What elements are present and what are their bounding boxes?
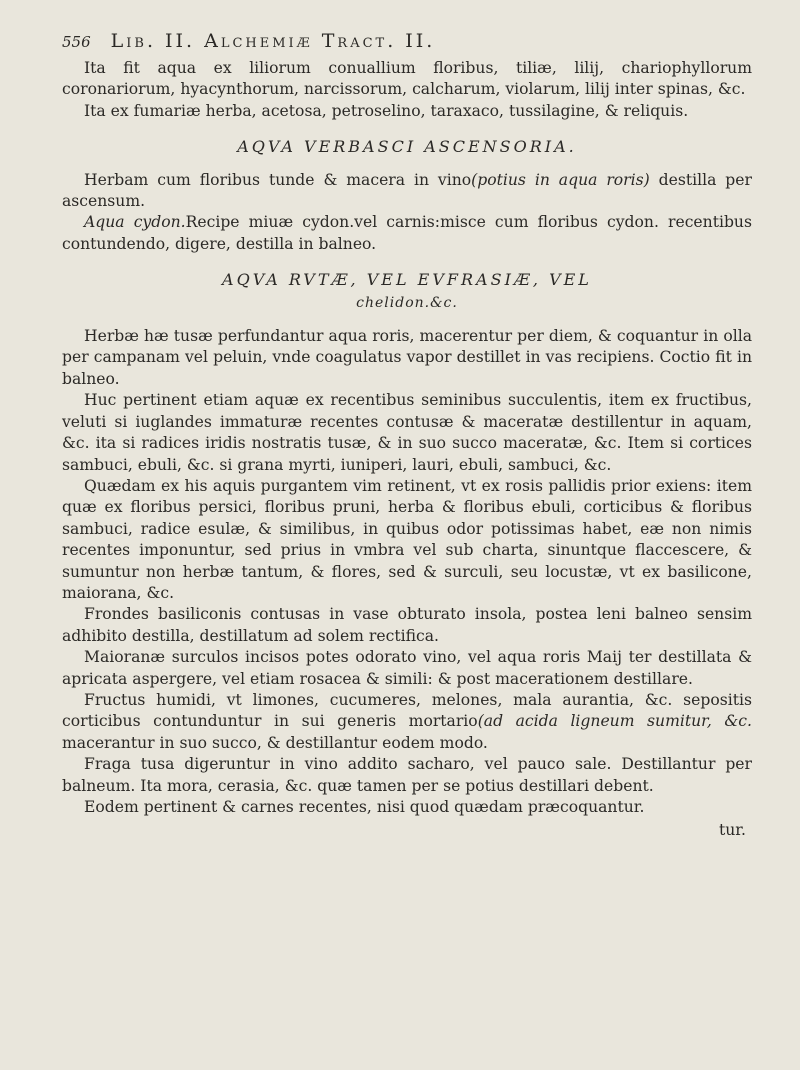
paragraph: Quædam ex his aquis purgantem vim retinent, vt ex rosis pallidis prior exiens: item quæ ex floribus persici, floribus pruni, herba & floribus ebuli, corticibus & floribus sambuci, radice esulæ, & similibus, in quibus odor potissimas habet, eæ non nimis recentes imponuntur, sed prius in vmbra vel sub charta, sinuntque flaccescere, & sumuntur non herbæ tantum, & flores, sed & surculi, seu locustæ, vt ex basilicone, maiorana, &c. (62, 476, 752, 602)
p3-end: destilla per ascensum. (62, 170, 752, 211)
page-number: 556 (62, 33, 91, 51)
paragraph (62, 170, 752, 213)
section-heading (62, 269, 752, 314)
p10-italic: (ad acida ligneum sumitur, &c. (477, 712, 752, 731)
paragraph: Eodem pertinent & carnes recentes, nisi quod quædam præcoquantur. (84, 798, 645, 816)
p3-text: Herbam cum floribus tunde & macera in vino (84, 170, 472, 189)
main-text (62, 58, 752, 842)
paragraph: Herbæ hæ tusæ perfundantur aqua roris, macerentur per diem, & coquantur in olla per campanam vel peluin, vnde coagulatus vapor destillet in vas recipiens. Coctio fit in balneo. (62, 327, 752, 388)
section-heading (62, 136, 752, 157)
p10-text: Fructus humidi, vt limones, cucumeres, melones, mala aurantia, &c. sepositis corticibus contunduntur in sui generis mortario (62, 690, 752, 731)
paragraph: Ita ex fumariæ herba, acetosa, petroselino, taraxaco, tussilagine, & reliquis. (84, 101, 689, 120)
page-header (62, 30, 752, 52)
paragraph: Maioranæ surculos incisos potes odorato vino, vel aqua roris Maij ter destillata & apricata aspergere, vel etiam rosacea & simili: & post macerationem destillare. (62, 648, 752, 688)
heading-verbasci: AQVA VERBASCI ASCENSORIA. (237, 137, 577, 157)
paragraph: Frondes basiliconis contusas in vase obturato insola, postea leni balneo sensim adhibito destilla, destillatum ad solem rectifica. (62, 605, 752, 645)
catchword: tur. (718, 821, 746, 840)
paragraph: Fraga tusa digeruntur in vino addito sacharo, vel pauco sale. Destillantur per balneum. Ita mora, cerasia, &c. quæ tamen per se potius destillari debent. (62, 755, 752, 795)
p10-end: macerantur in suo succo, & destillantur eodem modo. (62, 733, 488, 752)
running-title: Lib. II. Alchemiæ Tract. II. (110, 30, 436, 52)
paragraph: Huc pertinent etiam aquæ ex recentibus seminibus succulentis, item ex fructibus, veluti si iuglandes immaturæ recentes contusæ & maceratæ destillentur in aquam, &c. ita si radices iridis nostratis tusæ, & in suo succo maceratæ, &c. Item si cortices sambuci, ebuli, &c. si grana myrti, iuniperi, lauri, ebuli, sambuci, &c. (62, 391, 752, 474)
paragraph (62, 212, 752, 255)
p4-italic: Aqua cydon. (84, 213, 186, 232)
heading-rutae: AQVA RVTÆ, VEL EVFRASIÆ, VEL (222, 270, 592, 290)
p3-italic: (potius in aqua roris) (471, 170, 650, 189)
p4-text: Recipe miuæ cydon.vel carnis:misce cum floribus cydon. recentibus contundendo, digere, destilla in balneo. (62, 213, 752, 253)
paragraph (62, 690, 752, 754)
paragraph: Ita fit aqua ex liliorum conuallium floribus, tiliæ, lilij, chariophyllorum coronariorum, hyacynthorum, narcissorum, calcharum, violarum, lilij inter spinas, &c. (62, 59, 752, 99)
heading-rutae-sub: chelidon.&c. (356, 294, 458, 311)
